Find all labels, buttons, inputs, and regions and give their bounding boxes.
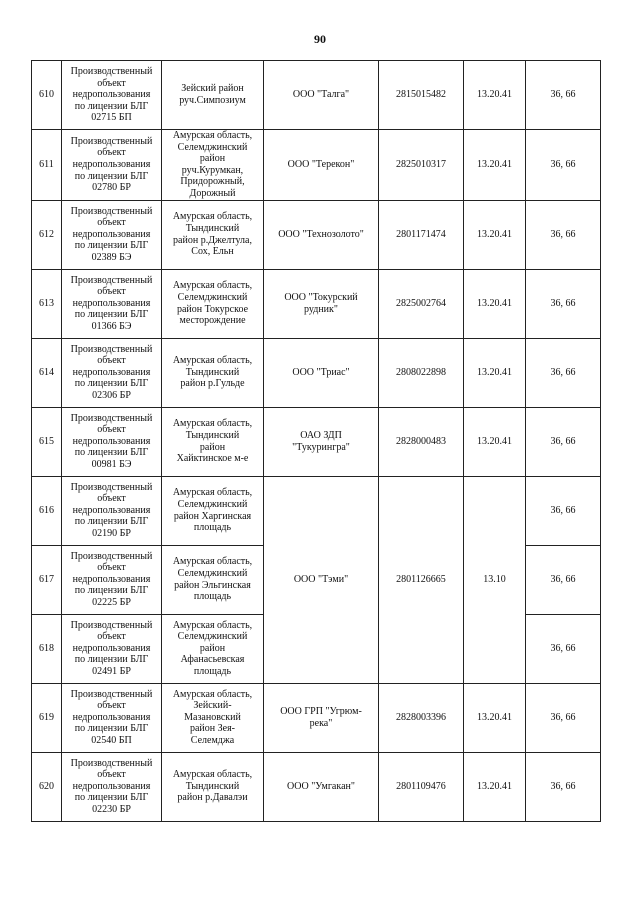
location-text: Амурская область, Селемджинский район руч.Курумкан, Придорожный, Дорожный: [172, 130, 253, 199]
inn: 2828000483: [379, 407, 464, 476]
object-description: Производственный объект недропользования по лицензии БЛГ 02780 БР: [62, 130, 162, 201]
object-description: Производственный объект недропользования по лицензии БЛГ 02715 БП: [62, 61, 162, 130]
activity-code: 13.20.41: [464, 200, 526, 269]
row-number: 620: [32, 752, 62, 821]
activity-code: 13.20.41: [464, 683, 526, 752]
activity-code: 13.20.41: [464, 61, 526, 130]
inn: 2815015482: [379, 61, 464, 130]
class-value: 36, 66: [526, 407, 601, 476]
table-row: [32, 683, 601, 752]
row-number: 611: [32, 130, 62, 201]
row-number: 610: [32, 61, 62, 130]
class-value: 36, 66: [526, 61, 601, 130]
activity-code: 13.20.41: [464, 130, 526, 201]
location-text: Амурская область, Тындинский район р.Давалэи: [172, 769, 253, 804]
inn: 2801109476: [379, 752, 464, 821]
row-number: 616: [32, 476, 62, 545]
row-number: 619: [32, 683, 62, 752]
location-text: Амурская область, Селемджинский район Токурское месторождение: [172, 280, 253, 327]
location-cell: [162, 338, 264, 407]
object-description: Производственный объект недропользования по лицензии БЛГ 02190 БР: [62, 476, 162, 545]
class-value: 36, 66: [526, 130, 601, 201]
organization: ООО "Умгакан": [264, 752, 379, 821]
table-row: [32, 407, 601, 476]
location-cell: [162, 614, 264, 683]
organization: ООО "Токурский рудник": [264, 269, 379, 338]
organization: ООО "Терекон": [264, 130, 379, 201]
class-value: 36, 66: [526, 614, 601, 683]
location-text: Амурская область, Селемджинский район Афанасьевская площадь: [172, 619, 253, 677]
object-description: Производственный объект недропользования по лицензии БЛГ 02540 БП: [62, 683, 162, 752]
organization: ООО "Талга": [264, 61, 379, 130]
table-row: [32, 476, 601, 545]
organization-merged: ООО "Тэми": [264, 476, 379, 683]
class-value: 36, 66: [526, 752, 601, 821]
table-row: [32, 200, 601, 269]
class-value: 36, 66: [526, 476, 601, 545]
object-description: Производственный объект недропользования по лицензии БЛГ 00981 БЭ: [62, 407, 162, 476]
activity-code: 13.20.41: [464, 752, 526, 821]
row-number: 612: [32, 200, 62, 269]
location-cell: [162, 545, 264, 614]
row-number: 617: [32, 545, 62, 614]
inn-merged: 2801126665: [379, 476, 464, 683]
location-text: Амурская область, Тындинский район р.Джелтула, Сох, Ельн: [172, 211, 253, 258]
location-text: Амурская область, Селемджинский район Эльгинская площадь: [172, 556, 253, 603]
organization: ООО "Технозолото": [264, 200, 379, 269]
inn: 2825010317: [379, 130, 464, 201]
organization: ООО ГРП "Угрюм- река": [264, 683, 379, 752]
class-value: 36, 66: [526, 683, 601, 752]
page-number: 90: [314, 32, 326, 46]
activity-code: 13.20.41: [464, 338, 526, 407]
location-text: Амурская область, Тындинский район р.Гульде: [172, 355, 253, 390]
activity-code: 13.20.41: [464, 407, 526, 476]
location-cell: [162, 752, 264, 821]
location-cell: [162, 683, 264, 752]
location-text: Амурская область, Селемджинский район Харгинская площадь: [172, 487, 253, 534]
organization: ОАО ЗДП "Тукурингра": [264, 407, 379, 476]
activity-code: 13.20.41: [464, 269, 526, 338]
class-value: 36, 66: [526, 200, 601, 269]
object-description: Производственный объект недропользования по лицензии БЛГ 02389 БЭ: [62, 200, 162, 269]
location-cell: [162, 269, 264, 338]
object-description: Производственный объект недропользования по лицензии БЛГ 01366 БЭ: [62, 269, 162, 338]
table-row: [32, 130, 601, 201]
table-row: [32, 61, 601, 130]
row-number: 613: [32, 269, 62, 338]
row-number: 618: [32, 614, 62, 683]
table-row: [32, 752, 601, 821]
registry-table: [31, 60, 601, 822]
location-text: Амурская область, Зейский- Мазановский район Зея- Селемджа: [172, 688, 253, 746]
class-value: 36, 66: [526, 338, 601, 407]
class-value: 36, 66: [526, 545, 601, 614]
location-cell: [162, 407, 264, 476]
location-text: Амурская область, Тындинский район Хайктинское м-е: [172, 418, 253, 465]
object-description: Производственный объект недропользования по лицензии БЛГ 02491 БР: [62, 614, 162, 683]
location-cell: [162, 476, 264, 545]
inn: 2825002764: [379, 269, 464, 338]
inn: 2828003396: [379, 683, 464, 752]
organization: ООО "Триас": [264, 338, 379, 407]
row-number: 615: [32, 407, 62, 476]
location-cell: [162, 61, 264, 130]
inn: 2801171474: [379, 200, 464, 269]
activity-code-merged: 13.10: [464, 476, 526, 683]
location-cell: [162, 200, 264, 269]
table-row: [32, 269, 601, 338]
inn: 2808022898: [379, 338, 464, 407]
class-value: 36, 66: [526, 269, 601, 338]
location-text: Зейский район руч.Симпозиум: [179, 83, 246, 106]
table-row: [32, 338, 601, 407]
location-cell: [162, 130, 264, 201]
object-description: Производственный объект недропользования по лицензии БЛГ 02306 БР: [62, 338, 162, 407]
row-number: 614: [32, 338, 62, 407]
object-description: Производственный объект недропользования по лицензии БЛГ 02225 БР: [62, 545, 162, 614]
object-description: Производственный объект недропользования по лицензии БЛГ 02230 БР: [62, 752, 162, 821]
